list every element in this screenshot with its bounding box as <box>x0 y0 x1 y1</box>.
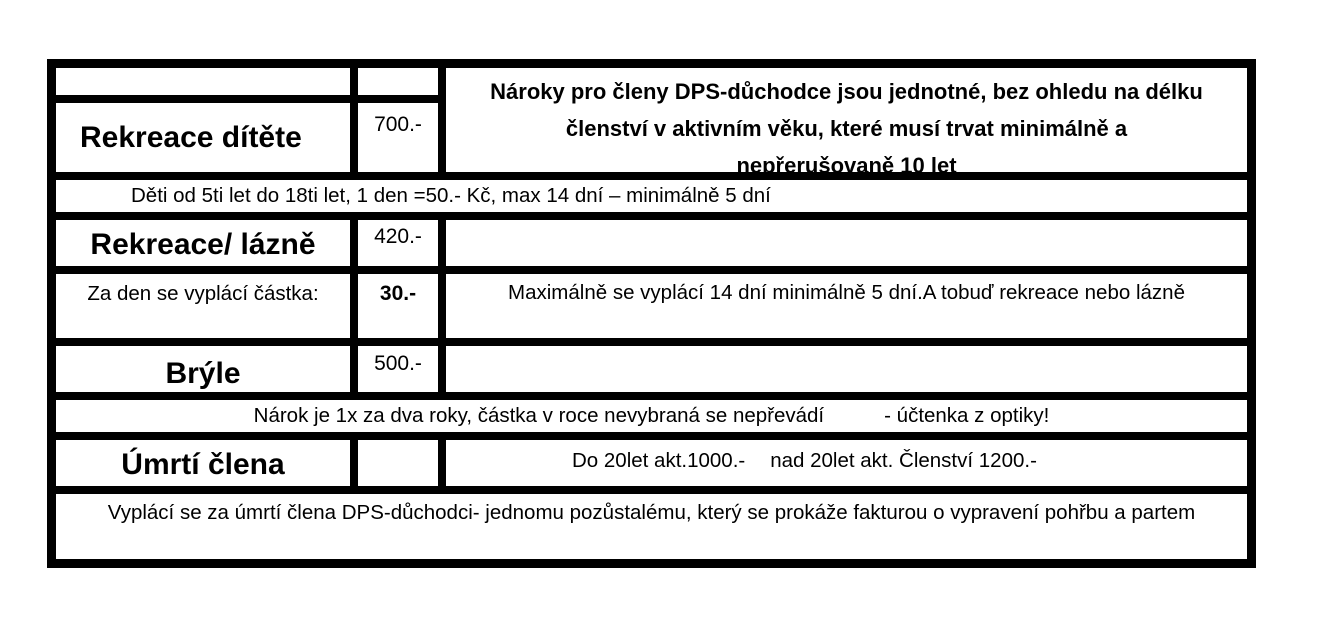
spa-recreation-title-text: Rekreace/ lázně <box>90 228 316 261</box>
death-note <box>446 440 1247 486</box>
child-recreation-info-text: Děti od 5ti let do 18ti let, 1 den =50.- Kč, max 14 dní – minimálně 5 dní <box>131 184 771 207</box>
death-amount <box>358 440 438 486</box>
per-day-note-text: Maximálně se vyplácí 14 dní minimálně 5 dní.A tobuď rekreace nebo lázně <box>508 281 1185 304</box>
membership-note <box>446 68 1247 178</box>
per-day-label-text: Za den se vyplácí částka: <box>87 282 319 305</box>
glasses-info-text: Nárok je 1x za dva roky, částka v roce nevybraná se nepřevádí <box>253 404 825 427</box>
per-day-amount-text: 30.- <box>379 282 417 305</box>
glasses-amount-text: 500.- <box>374 352 422 375</box>
glasses-note <box>446 346 1247 392</box>
child-recreation-info <box>56 180 1247 212</box>
spa-recreation-note <box>446 220 1247 266</box>
glasses-amount <box>358 346 438 392</box>
benefits-table <box>47 59 1256 568</box>
glasses-title-text: Brýle <box>165 357 241 390</box>
spa-recreation-amount-text: 420.- <box>374 225 422 248</box>
empty-cell-top-left <box>56 68 350 95</box>
glasses-title <box>56 346 350 392</box>
death-note-over20: nad 20let akt. Členství 1200.- <box>770 449 1037 472</box>
child-recreation-title <box>56 103 350 172</box>
empty-cell-top-amount <box>358 68 438 95</box>
membership-note-text: Nároky pro členy DPS-důchodce jsou jednotné, bez ohledu na délku členství v aktivním věku, které musí trvat minimálně a nepřerušovaně 10 let <box>490 79 1203 178</box>
death-title-text: Úmrtí člena <box>121 448 285 481</box>
spa-recreation-title <box>56 220 350 266</box>
death-title <box>56 440 350 486</box>
per-day-note <box>446 274 1247 338</box>
glasses-info <box>56 400 1247 432</box>
child-recreation-amount-text: 700.- <box>374 113 422 136</box>
per-day-label <box>56 274 350 338</box>
per-day-amount <box>358 274 438 338</box>
glasses-receipt-text: - účtenka z optiky! <box>884 404 1050 427</box>
child-recreation-title-text: Rekreace dítěte <box>80 120 302 154</box>
child-recreation-amount <box>358 103 438 172</box>
death-info <box>56 494 1247 559</box>
death-info-text: Vyplácí se za úmrtí člena DPS-důchodci- jednomu pozůstalému, který se prokáže fakturou o vypravení pohřbu a partem <box>107 501 1196 524</box>
death-note-under20: Do 20let akt.1000.- <box>572 449 746 472</box>
spa-recreation-amount <box>358 220 438 266</box>
